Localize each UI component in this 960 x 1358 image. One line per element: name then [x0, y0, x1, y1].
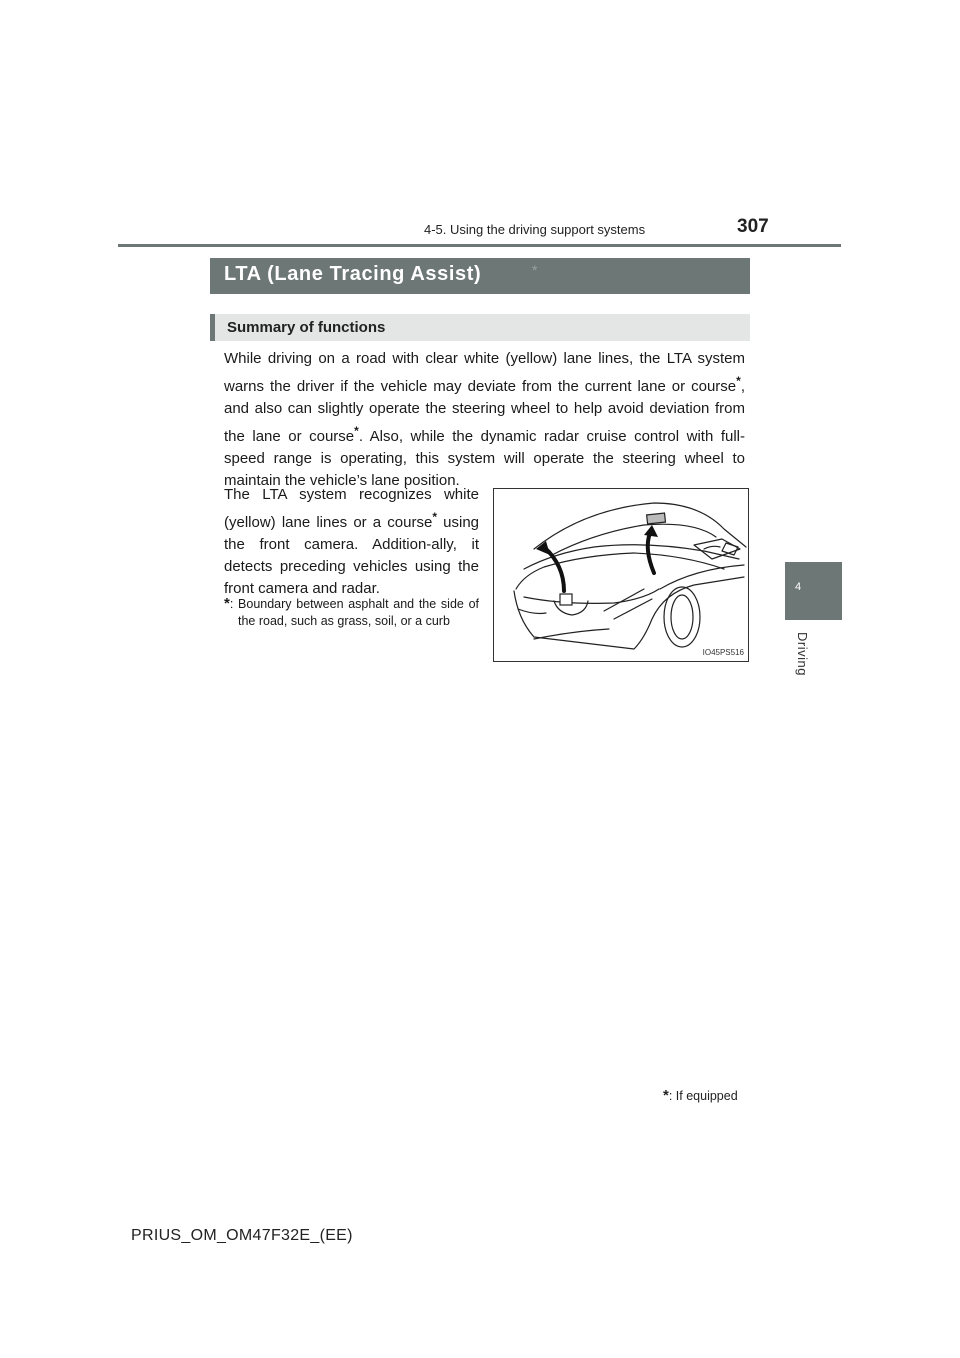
camera-paragraph [224, 484, 479, 600]
footnote-marker: * [354, 424, 359, 438]
if-equipped-star: * [663, 1087, 669, 1104]
footnote-marker: * [736, 374, 741, 388]
car-sensor-illustration [493, 488, 749, 662]
title-equipped-marker: * [532, 262, 538, 278]
header-divider [118, 244, 841, 247]
footnote-star: * [224, 595, 230, 612]
summary-paragraph [224, 348, 745, 492]
section-title-bar [210, 258, 750, 294]
footnote [224, 596, 479, 629]
chapter-number: 4 [794, 581, 802, 593]
camera-text-1: The LTA system recognizes white (yellow) lane lines or a course [224, 486, 479, 531]
subsection-bar [210, 314, 750, 341]
chapter-label: Driving [795, 632, 810, 676]
figure-code: IO45PS516 [702, 648, 744, 657]
page-number: 307 [737, 216, 769, 237]
subsection-title: Summary of functions [227, 319, 386, 336]
if-equipped-note [663, 1087, 738, 1104]
footnote-text: : Boundary between asphalt and the side of the road, such as grass, soil, or a curb [229, 597, 479, 628]
footnote-marker: * [432, 510, 437, 524]
summary-text-3: . Also, while the dynamic radar cruise control with full-speed range is operating, this system will operate the steering wheel to maintain the vehicle’s lane position. [224, 428, 745, 489]
camera-text-2: using the front camera. Addition-ally, it detects preceding vehicles using the front camera and radar. [224, 514, 480, 597]
summary-text-1: While driving on a road with clear white (yellow) lane lines, the LTA system warns the driver if the vehicle may deviate from the current lane or course [224, 350, 745, 395]
summary-text-2: , and also can slightly operate the steering wheel to help avoid deviation from the lane or course [224, 378, 745, 445]
car-drawing [494, 489, 748, 661]
document-code: PRIUS_OM_OM47F32E_(EE) [131, 1227, 353, 1244]
chapter-tab[interactable] [785, 562, 842, 620]
if-equipped-text: : If equipped [668, 1089, 738, 1103]
section-title: LTA (Lane Tracing Assist) [224, 263, 482, 285]
header-section-title: 4-5. Using the driving support systems [424, 222, 646, 237]
